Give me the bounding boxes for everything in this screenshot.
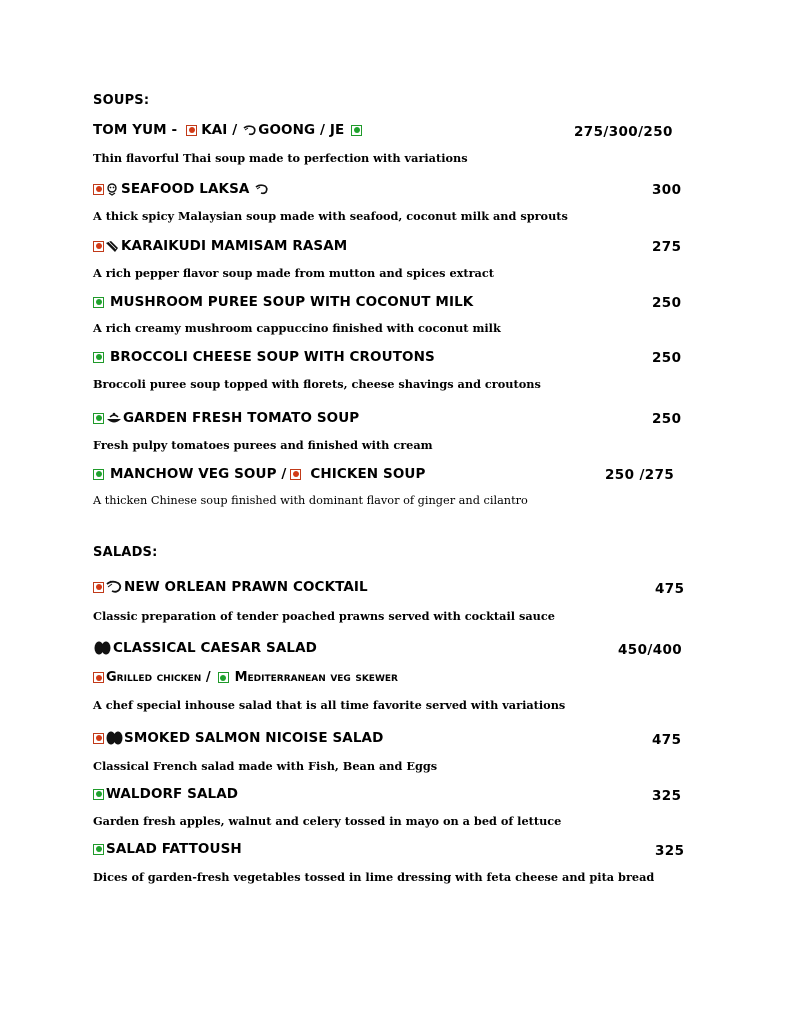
item-price-waldorf-salad: 325 [652, 788, 682, 804]
item-title-seafood-laksa [93, 181, 273, 197]
item-price-manchow-soup: 250 /275 [605, 467, 675, 483]
item-title-manchow-soup [93, 466, 425, 482]
item-price-nicoise-salad: 475 [652, 732, 682, 748]
item-price-prawn-cocktail: 475 [655, 581, 685, 597]
veg-icon [93, 469, 104, 480]
item-desc-karaikudi-rasam: A rich pepper flavor soup made from mutton and spices extract [93, 266, 494, 280]
item-desc-fattoush-salad: Dices of garden-fresh vegetables tossed in lime dressing with feta cheese and pita bread [93, 870, 655, 884]
non-veg-icon [93, 241, 104, 252]
veg-icon [93, 413, 104, 424]
item-price-tom-yum: 275/300/250 [574, 124, 673, 140]
item-desc-mushroom-soup: A rich creamy mushroom cappuccino finished with coconut milk [93, 321, 501, 335]
non-veg-icon [290, 469, 301, 480]
shrimp-icon [242, 124, 258, 137]
item-option-kai: KAI / [201, 122, 238, 138]
veg-icon [93, 844, 104, 855]
item-option-goong: GOONG / JE [258, 122, 345, 138]
item-desc-nicoise-salad: Classical French salad made with Fish, Bean and Eggs [93, 759, 438, 773]
item-name-prefix: TOM YUM - [93, 122, 178, 138]
item-name: SMOKED SALMON NICOISE SALAD [124, 730, 384, 746]
item-title-broccoli-soup [93, 349, 435, 365]
item-desc-waldorf-salad: Garden fresh apples, walnut and celery tossed in mayo on a bed of lettuce [93, 814, 562, 828]
item-option-veg: Mediterranean veg skewer [234, 670, 398, 685]
veg-icon [93, 352, 104, 363]
item-name: MUSHROOM PUREE SOUP WITH COCONUT MILK [110, 294, 474, 310]
item-price-seafood-laksa: 300 [652, 182, 682, 198]
item-desc-tomato-soup: Fresh pulpy tomatoes purees and finished with cream [93, 438, 433, 452]
item-name: NEW ORLEAN PRAWN COCKTAIL [124, 579, 368, 595]
non-veg-icon [93, 733, 104, 744]
item-title-prawn-cocktail [93, 579, 368, 595]
salads-heading: SALADS: [93, 545, 158, 560]
item-option-chicken: Grilled chicken / [106, 670, 211, 685]
egg-icon [93, 640, 112, 656]
item-desc-seafood-laksa: A thick spicy Malaysian soup made with seafood, coconut milk and sprouts [93, 209, 568, 223]
item-desc-manchow-soup: A thicken Chinese soup finished with dominant flavor of ginger and cilantro [93, 494, 528, 507]
item-name: BROCCOLI CHEESE SOUP WITH CROUTONS [110, 349, 435, 365]
item-name: GARDEN FRESH TOMATO SOUP [123, 410, 360, 426]
item-desc-tom-yum: Thin flavorful Thai soup made to perfection with variations [93, 151, 468, 165]
item-name: WALDORF SALAD [106, 786, 239, 802]
veg-icon [93, 297, 104, 308]
prawn-icon [105, 581, 123, 594]
item-name: KARAIKUDI MAMISAM RASAM [121, 238, 348, 254]
egg-icon [105, 730, 124, 746]
item-title-waldorf-salad [93, 786, 238, 802]
veg-icon [218, 672, 229, 683]
item-price-karaikudi-rasam: 275 [652, 239, 682, 255]
item-desc-broccoli-soup: Broccoli puree soup topped with florets, cheese shavings and croutons [93, 377, 541, 391]
veg-icon [351, 125, 362, 136]
item-title-tom-yum [93, 122, 366, 138]
item-desc-caesar-salad: A chef special inhouse salad that is all time favorite served with variations [93, 698, 566, 712]
item-price-tomato-soup: 250 [652, 411, 682, 427]
item-title-mushroom-soup [93, 294, 473, 310]
item-title-tomato-soup [93, 410, 359, 426]
mutton-icon [105, 240, 120, 253]
chef-special-icon [106, 412, 122, 425]
shrimp-icon [254, 183, 270, 196]
item-options-caesar-salad [93, 670, 398, 685]
veg-icon [93, 789, 104, 800]
item-price-broccoli-soup: 250 [652, 350, 682, 366]
soups-heading: SOUPS: [93, 93, 150, 108]
item-title-caesar-salad [93, 640, 317, 656]
item-title-nicoise-salad [93, 730, 383, 746]
item-name-veg: MANCHOW VEG SOUP / [110, 466, 287, 482]
item-name: SEAFOOD LAKSA [121, 181, 250, 197]
item-title-karaikudi-rasam [93, 238, 347, 254]
item-name: CLASSICAL CAESAR SALAD [113, 640, 317, 656]
item-name: SALAD FATTOUSH [106, 841, 242, 857]
item-price-caesar-salad: 450/400 [618, 642, 683, 658]
non-veg-icon [93, 184, 104, 195]
non-veg-icon [93, 582, 104, 593]
item-desc-prawn-cocktail: Classic preparation of tender poached prawns served with cocktail sauce [93, 609, 555, 623]
spicy-icon [106, 183, 118, 196]
item-price-mushroom-soup: 250 [652, 295, 682, 311]
non-veg-icon [186, 125, 197, 136]
item-title-fattoush-salad [93, 841, 242, 857]
item-name-chicken: CHICKEN SOUP [310, 466, 426, 482]
item-price-fattoush-salad: 325 [655, 843, 685, 859]
non-veg-icon [93, 672, 104, 683]
